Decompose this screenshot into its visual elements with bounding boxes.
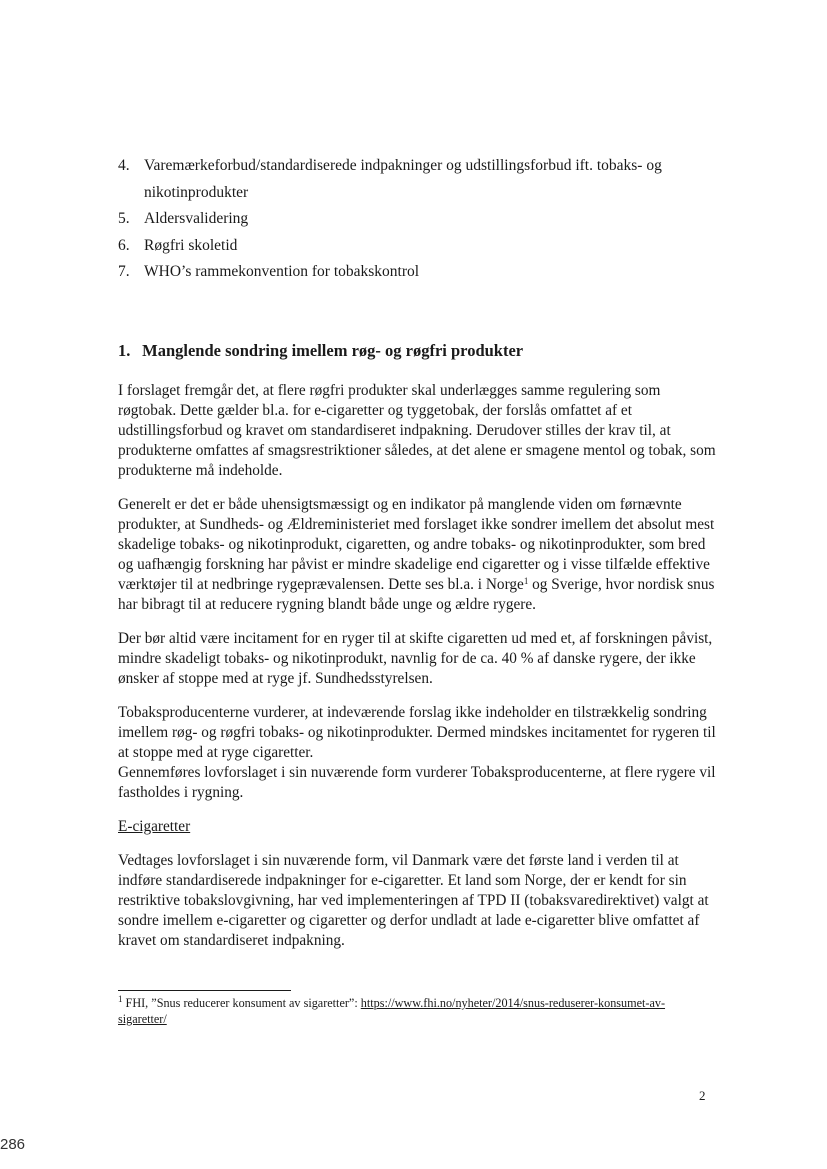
paragraph: Gennemføres lovforslaget i sin nuværende form vurderer Tobaksproducenterne, at flere rygere vil fastholdes i rygning. xyxy=(118,764,716,801)
list-item xyxy=(118,153,718,206)
paragraph: Der bør altid være incitament for en ryger til at skifte cigaretten ud med et, af forskningen påvist, mindre skadeligt tobaks- og nikotinprodukt, navnlig for de ca. 40 % af danske rygere, der ikke ønsker af stoppe med at ryge jf. Sundhedsstyrelsen. xyxy=(118,630,713,687)
paragraph: Vedtages lovforslaget i sin nuværende form, vil Danmark være det første land i verden til at indføre standardiserede indpakninger for e-cigaretter. Et land som Norge, der er kendt for sin restriktive tobakslovgivning, har ved implementeringen af TPD II (tobaksvaredirektivet) valgt at sondre imellem e-cigaretter og cigaretter og derfor undladt at lade e-cigaretter blive omfattet af kravet om standardiseret indpakning. xyxy=(118,852,709,949)
list-item-text: Røgfri skoletid xyxy=(144,236,238,254)
section-number: 1. xyxy=(118,341,131,360)
list-item-number: 5. xyxy=(118,210,130,227)
list-item-number: 4. xyxy=(118,157,130,174)
paragraph xyxy=(118,495,716,615)
footnote-reference[interactable]: 1 xyxy=(523,576,529,586)
footnote-divider xyxy=(118,990,291,991)
paragraph-text: Generelt er det er både uhensigtsmæssigt og en indikator på manglende viden om førnævnte produkter, at Sundheds- og Ældreministeriet med forslaget ikke sondrer imellem det absolut mest skadelige tobaks- og nikotinprodukt, cigaretten, og andre tobaks- og nikotinprodukter, som bred og uafhængig forskning har påvist er mindre skadelige end cigaretter og i visse tilfælde effektive værktøjer til at nedbringe rygeprævalensen. Dette ses bl.a. i Norge xyxy=(118,496,715,593)
list-item-text: Aldersvalidering xyxy=(144,210,249,227)
list-item-number: 7. xyxy=(118,263,130,280)
paragraph-text: og Sverige, hvor nordisk snus har bibragt til at reducere rygning blandt både unge og ældre rygere. xyxy=(118,576,715,613)
list-item-text: WHO’s rammekonvention for tobakskontrol xyxy=(144,263,420,280)
body-text xyxy=(118,381,716,965)
list-item-number: 6. xyxy=(118,236,130,254)
page-number: 2 xyxy=(699,1088,706,1103)
numbered-list xyxy=(118,153,718,286)
document-stamp-number: 286 xyxy=(0,1136,26,1153)
footnote-marker: 1 xyxy=(118,994,123,1004)
list-item-text: Varemærkeforbud/standardiserede indpakninger og udstillingsforbud ift. tobaks- og nikotinprodukter xyxy=(144,157,662,201)
list-item xyxy=(118,233,718,260)
subsection-heading: E-cigaretter xyxy=(118,818,191,835)
footnote-text: FHI, ”Snus reducerer konsument av sigaretter”: xyxy=(122,996,361,1010)
footnote-link[interactable]: https://www.fhi.no/nyheter/2014/snus-reduserer-konsumet-av-sigaretter/ xyxy=(118,996,666,1026)
section-heading xyxy=(118,339,718,363)
footnote xyxy=(118,995,708,1027)
list-item xyxy=(118,259,718,286)
paragraph: Tobaksproducenterne vurderer, at indeværende forslag ikke indeholder en tilstrækkelig sondring imellem røg- og røgfri tobaks- og nikotinprodukter. Dermed mindskes incitamentet for rygeren til at stoppe med at ryge cigaretter. xyxy=(118,704,716,761)
section-title: Manglende sondring imellem røg- og røgfri produkter xyxy=(142,341,524,360)
list-item xyxy=(118,206,718,233)
paragraph: I forslaget fremgår det, at flere røgfri produkter skal underlægges samme regulering som røgtobak. Dette gælder bl.a. for e-cigaretter og tyggetobak, der forslås omfattet af et udstillingsforbud og kravet om standardiseret indpakning. Derudover stilles der krav til, at produkterne omfattes af smagsrestriktioner således, at det alene er smagene mentol og tobak, som produkterne må indeholde. xyxy=(118,382,716,479)
